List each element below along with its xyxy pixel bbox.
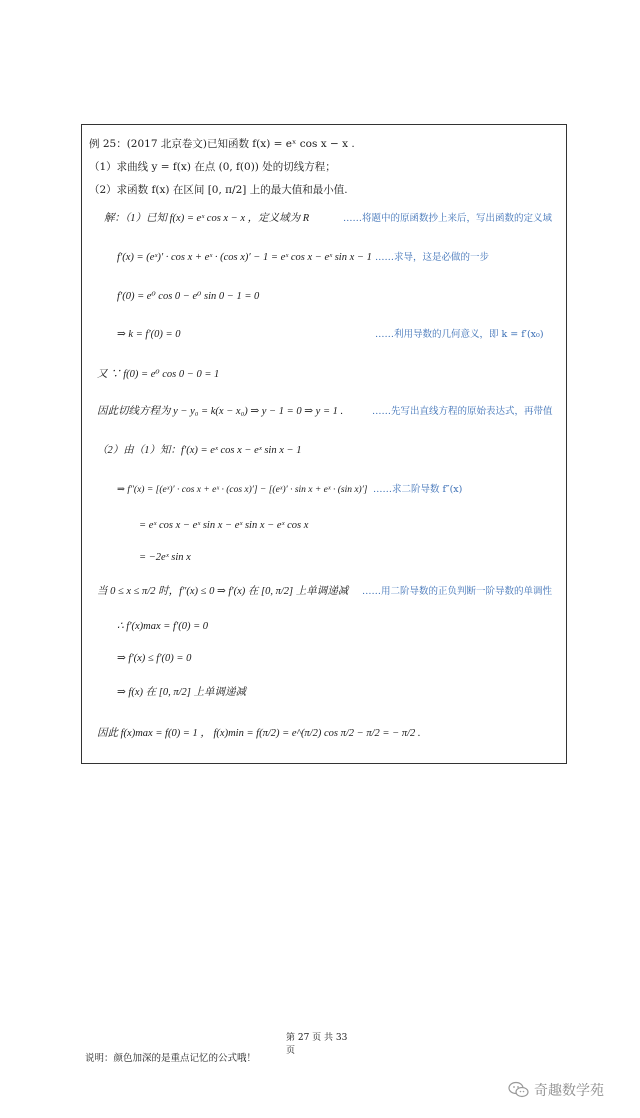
watermark-text: 奇趣数学苑: [534, 1083, 604, 1099]
wechat-icon: [508, 1081, 530, 1099]
note-1: ……将题中的原函数抄上来后，写出函数的定义域: [343, 213, 553, 224]
solution-line-7: （2）由（1）知：f′(x) = eˣ cos x − eˣ sin x − 1: [97, 445, 302, 456]
solution-line-8: ⇒ f″(x) = [(eˣ)′ · cos x + eˣ · (cos x)′] − [(eˣ)′ · sin x + eˣ · (sin x)′]: [117, 485, 368, 495]
note-6: ……用二阶导数的正负判断一阶导数的单调性: [362, 586, 553, 597]
page-number-suffix: 页: [286, 1046, 296, 1056]
solution-line-11: 当 0 ≤ x ≤ π/2 时，f″(x) ≤ 0 ⇒ f′(x) 在 [0, π/2] 上单调递减: [97, 586, 349, 597]
solution-line-2: f′(x) = (eˣ)′ · cos x + eˣ · (cos x)′ − 1 = eˣ cos x − eˣ sin x − 1: [117, 252, 372, 263]
solution-line-15: 因此 f(x)max = f(0) = 1 ， f(x)min = f(π/2) = e^(π/2) cos π/2 − π/2 = − π/2 .: [97, 728, 421, 739]
problem-header: 例 25：(2017 北京卷文)已知函数 f(x) = eˣ cos x − x .: [89, 138, 355, 150]
question-2: （2）求函数 f(x) 在区间 [0, π/2] 上的最大值和最小值.: [89, 184, 348, 196]
page-number-text: 第 27 页 共 33: [286, 1033, 348, 1043]
note-2: ……求导，这是必做的一步: [375, 252, 490, 263]
solution-line-9: = eˣ cos x − eˣ sin x − eˣ sin x − eˣ cos x: [139, 520, 309, 531]
solution-line-5: 又 ∵ f(0) = e⁰ cos 0 − 0 = 1: [97, 369, 220, 380]
watermark: [508, 1080, 604, 1100]
note-3: ……利用导数的几何意义，即 k = f′(x₀): [375, 329, 544, 340]
note-4: ……先写出直线方程的原始表达式，再带值: [372, 406, 553, 417]
solution-line-13: ⇒ f′(x) ≤ f′(0) = 0: [117, 653, 192, 664]
solution-line-10: = −2eˣ sin x: [139, 552, 191, 563]
solution-line-12: ∴ f′(x)max = f′(0) = 0: [117, 621, 209, 632]
solution-line-14: ⇒ f(x) 在 [0, π/2] 上单调递减: [117, 687, 246, 698]
solution-line-1: 解：（1）已知 f(x) = eˣ cos x − x ，定义域为 R: [104, 213, 310, 224]
page-number: [286, 1032, 347, 1058]
solution-line-4: ⇒ k = f′(0) = 0: [117, 329, 181, 340]
solution-line-6: 因此切线方程为 y − y₀ = k(x − x₀) ⇒ y − 1 = 0 ⇒ y = 1 .: [97, 406, 344, 417]
solution-line-3: f′(0) = e⁰ cos 0 − e⁰ sin 0 − 1 = 0: [117, 291, 260, 302]
footer-note: 说明：颜色加深的是重点记忆的公式哦！: [85, 1053, 257, 1064]
question-1: （1）求曲线 y = f(x) 在点 (0, f(0)) 处的切线方程；: [89, 161, 336, 173]
note-5: ……求二阶导数 f″(x): [373, 484, 463, 495]
